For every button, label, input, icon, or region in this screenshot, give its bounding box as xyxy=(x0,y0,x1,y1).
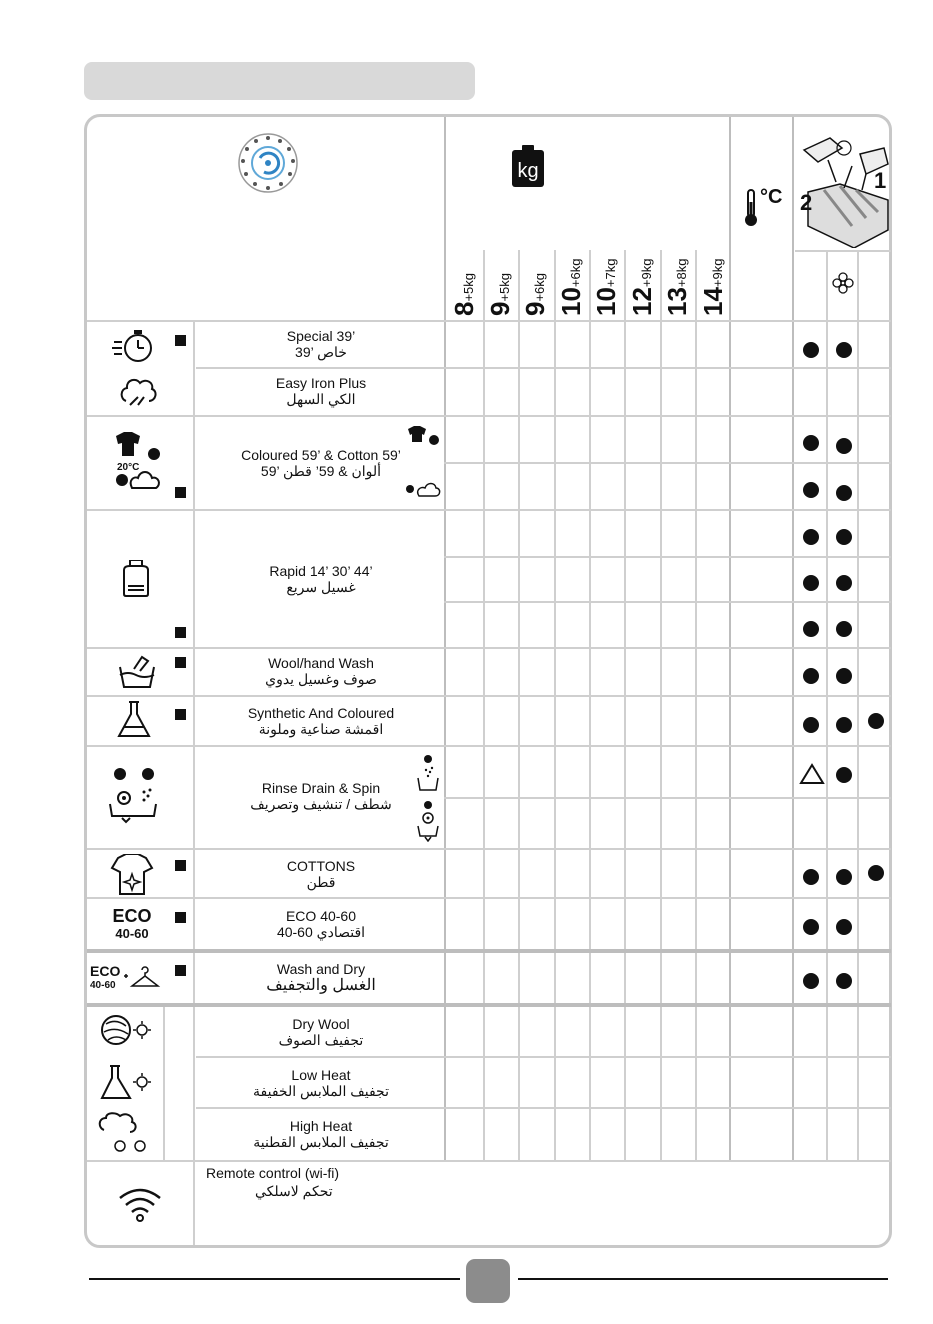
program-name-ar: قطن xyxy=(306,874,336,890)
capacity-column-label xyxy=(591,259,622,316)
wash-dry-icon-bottom: 40-60 xyxy=(90,980,116,991)
capacity-sub: +9kg xyxy=(709,258,725,288)
rapid-detergent-icon xyxy=(120,560,152,602)
low-heat-icon xyxy=(100,1064,152,1106)
program-name-en: Special 39’ xyxy=(286,328,356,344)
detergent-dot xyxy=(836,621,852,637)
wifi-icon xyxy=(118,1186,162,1226)
program-name-en: ECO 40-60 xyxy=(285,908,357,924)
program-name-en: Low Heat xyxy=(291,1067,351,1083)
program-name-ar: شطف / تنشيف وتصريف xyxy=(250,796,392,812)
capacity-main: 10 xyxy=(591,287,621,316)
program-name-en: Dry Wool xyxy=(292,1016,350,1032)
synthetic-flask-icon xyxy=(115,700,153,744)
capacity-column-label xyxy=(627,259,658,316)
hand-wash-icon xyxy=(118,653,158,693)
program-dry-wool xyxy=(200,1016,442,1049)
capacity-main: 14 xyxy=(697,287,728,316)
capacity-main: 9 xyxy=(520,301,550,316)
program-name-ar: تجفيف الصوف xyxy=(278,1032,364,1048)
detergent-dot xyxy=(803,529,819,545)
program-name-ar: الكي السهل xyxy=(286,391,356,407)
remote-control-en: Remote control (wi-fi) xyxy=(206,1165,340,1181)
detergent-dot xyxy=(803,668,819,684)
program-marker xyxy=(175,912,186,923)
program-marker xyxy=(175,860,186,871)
capacity-sub: +7kg xyxy=(603,258,618,288)
stopwatch-icon xyxy=(112,328,156,368)
program-marker xyxy=(175,487,186,498)
capacity-main: 9 xyxy=(484,301,515,316)
capacity-sub: +5kg xyxy=(461,272,476,302)
capacity-sub: +6kg xyxy=(532,272,547,302)
easy-iron-icon xyxy=(118,375,158,413)
footer-line-left xyxy=(89,1278,460,1280)
program-name-ar: 40-60 اقتصادي xyxy=(276,924,366,940)
program-name-en: Easy Iron Plus xyxy=(275,375,367,391)
detergent-dot xyxy=(836,575,852,591)
program-low-heat xyxy=(200,1067,442,1100)
cotton-sub-icon xyxy=(405,476,441,502)
triangle-icon xyxy=(799,763,825,789)
program-name-en: Rapid 14’ 30’ 44’ xyxy=(269,563,373,579)
page-number-badge xyxy=(466,1259,510,1303)
section-title-bar xyxy=(84,62,475,100)
flower-softener-icon xyxy=(832,272,854,298)
detergent-dot xyxy=(803,482,819,498)
capacity-column-label xyxy=(485,273,516,316)
detergent-dot xyxy=(803,575,819,591)
detergent-dot xyxy=(836,973,852,989)
program-name-ar: تجفيف الملابس القطنية xyxy=(253,1134,389,1150)
program-synthetic xyxy=(200,705,442,738)
capacity-column-label xyxy=(449,273,480,316)
capacity-column-label xyxy=(556,259,587,316)
program-cottons xyxy=(200,858,442,891)
detergent-dot xyxy=(836,717,852,733)
program-name-en: Wash and Dry xyxy=(276,961,366,977)
detergent-dot xyxy=(803,717,819,733)
capacity-main: 10 xyxy=(555,287,586,316)
capacity-sub: +9kg xyxy=(638,258,654,288)
wash-dry-icon-top: ECO xyxy=(90,963,121,979)
program-name-ar: الغسل والتجفيف xyxy=(266,977,376,994)
eco-icon-top: ECO xyxy=(112,906,152,926)
temp-20-label: 20°C xyxy=(117,462,140,473)
rinse-sub-icon xyxy=(416,754,440,796)
program-marker xyxy=(175,335,186,346)
detergent-dot xyxy=(836,529,852,545)
program-name-en: High Heat xyxy=(289,1118,353,1134)
program-special-39 xyxy=(200,328,442,361)
temperature-label: °C xyxy=(760,186,783,208)
detergent-dot xyxy=(803,869,819,885)
footer-line-right xyxy=(518,1278,888,1280)
hanger-icon xyxy=(122,964,162,996)
program-name-ar: صوف وغسيل يدوي xyxy=(265,671,377,687)
program-marker xyxy=(175,627,186,638)
detergent-dot xyxy=(803,435,819,451)
capacity-sub: +6kg xyxy=(567,258,583,288)
capacity-column-label xyxy=(520,273,551,316)
program-name-ar: 39’ خاص xyxy=(295,344,347,360)
eco-icon-bottom: 40-60 xyxy=(115,926,149,941)
detergent-dot xyxy=(868,865,884,881)
capacity-column-label xyxy=(698,259,729,316)
program-name-en: Synthetic And Coloured xyxy=(247,705,395,721)
program-dial-icon xyxy=(233,132,303,198)
thermometer-icon xyxy=(743,188,759,232)
capacity-main: 8 xyxy=(449,301,479,316)
capacity-sub: +5kg xyxy=(496,272,512,302)
program-easy-iron xyxy=(200,375,442,408)
detergent-dot xyxy=(836,342,852,358)
program-name-en: COTTONS xyxy=(286,858,356,874)
program-name-ar: غسيل سريع xyxy=(286,579,356,595)
coloured-sub-icon xyxy=(406,426,440,454)
rinse-spin-icon xyxy=(108,766,162,828)
program-wash-and-dry xyxy=(200,961,442,994)
program-name-en: Coloured 59’ & Cotton 59’ xyxy=(241,447,401,463)
detergent-dot xyxy=(836,869,852,885)
detergent-dot xyxy=(803,621,819,637)
program-rapid xyxy=(200,563,442,596)
detergent-dot xyxy=(836,919,852,935)
detergent-dot xyxy=(836,485,852,501)
capacity-main: 13 xyxy=(662,287,692,316)
program-name-ar: 59’ ألوان & 59’ قطن xyxy=(260,463,382,479)
high-heat-icon xyxy=(98,1112,152,1160)
detergent-dot xyxy=(836,668,852,684)
program-rinse-drain-spin xyxy=(200,780,442,813)
cottons-shirt-icon xyxy=(110,854,154,900)
program-name-en: Rinse Drain & Spin xyxy=(261,780,381,796)
spin-sub-icon xyxy=(416,800,440,846)
program-marker xyxy=(175,709,186,720)
program-eco xyxy=(200,908,442,941)
detergent-dot xyxy=(868,713,884,729)
program-marker xyxy=(175,965,186,976)
program-name-en: Wool/hand Wash xyxy=(268,655,374,671)
detergent-dot xyxy=(803,919,819,935)
program-high-heat xyxy=(200,1118,442,1151)
capacity-sub: +8kg xyxy=(674,258,689,288)
drawer-compartment-1-label: 1 xyxy=(874,168,887,193)
program-wool-hand-wash xyxy=(200,655,442,688)
remote-control-ar: تحكم لاسلكي xyxy=(255,1183,333,1199)
detergent-dot xyxy=(836,767,852,783)
capacity-main: 12 xyxy=(626,287,657,316)
drawer-compartment-2-label: 2 xyxy=(800,190,813,215)
detergent-dot xyxy=(803,973,819,989)
program-name-ar: اقمشة صناعية وملونة xyxy=(258,721,384,737)
detergent-dot xyxy=(803,342,819,358)
program-marker xyxy=(175,657,186,668)
dry-wool-icon xyxy=(100,1012,152,1052)
capacity-column-label xyxy=(662,259,693,316)
weight-icon-label: kg xyxy=(517,160,539,182)
program-name-ar: تجفيف الملابس الخفيفة xyxy=(253,1083,389,1099)
detergent-dot xyxy=(836,438,852,454)
